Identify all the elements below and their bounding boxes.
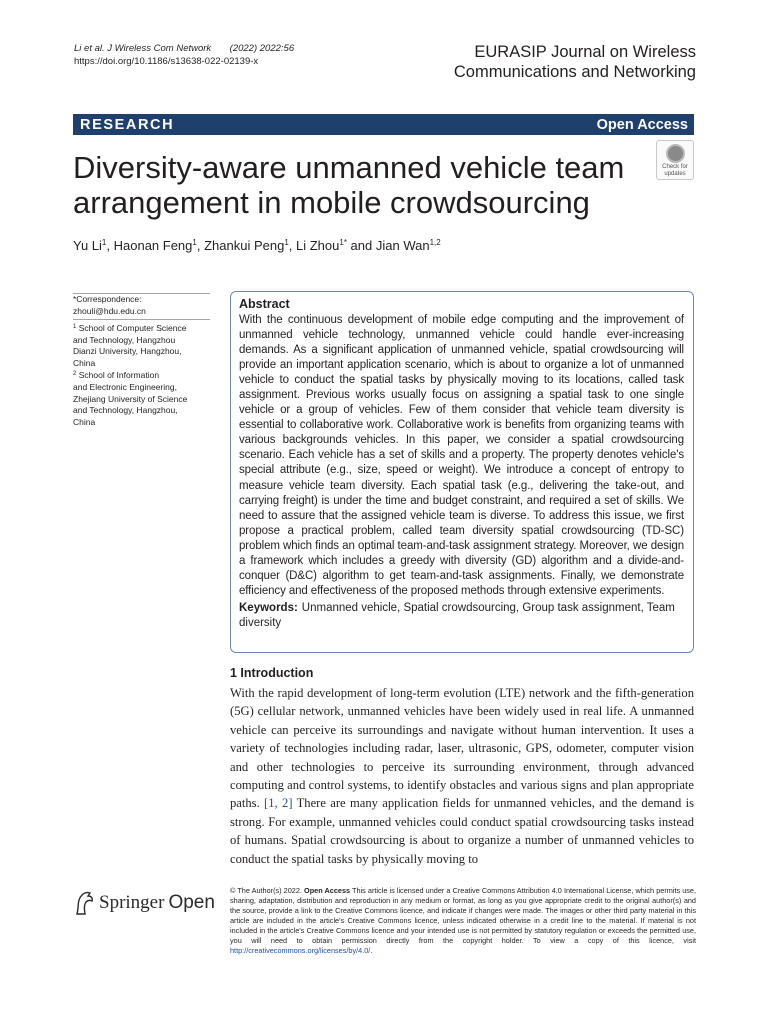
license-end: . — [370, 946, 373, 955]
affiliation-text: and Technology, Hangzhou — [73, 334, 176, 345]
logo-open-text: Open — [168, 892, 215, 913]
citation-journal: Li et al. J Wireless Com Network — [74, 43, 212, 54]
affiliation-line — [73, 382, 213, 394]
license-text: This article is licensed under a Creative Commons Attribution 4.0 International License, which permits use, sharing, adaptation, distribution and reproduction in any medium or format, as long as you give appropriate credit to the original author(s) and the source, provide a link to the Creative Commons licence, and indicate if changes were made. The images or other third party material in this article are included in the article's Creative Commons licence, unless indicated otherwise in a credit line to the material. If material is not included in the article's Creative Commons licence and your intended use is not permitted by statutory regulation or exceeds the permitted use, you will need to obtain permission directly from the copyright holder. To view a copy of this licence, visit — [230, 886, 697, 945]
ref-separator: , — [274, 796, 283, 811]
affiliation-text: Zhejiang University of Science — [73, 393, 188, 404]
keywords — [239, 601, 684, 631]
affiliation-text: Dianzi University, Hangzhou, — [73, 346, 182, 357]
author-separator: and — [346, 238, 376, 253]
affiliation-number: 1 — [73, 324, 77, 330]
abstract-text: With the continuous development of mobile edge computing and the improvement of unmanned vehicle technology, unmanned vehicle could handle ever-increasing demands. As a significant application of unmanned vehicle, spatial crowdsourcing will provide an important application scenario, which is about to organize a lot of unmanned vehicle to conduct the spatial tasks by physically moving to its locations, called task assignment. Previous works usually focus on assigning a spatial task to one single vehicle or a group of vehicles. Few of them consider that vehicle team diversity is essential to collaborative work. Collaborative work is benefits from organizing teams with various backgrounds vehicles. In this paper, we consider a spatial crowdsourcing scenario. Each vehicle has a set of skills and a property. The property denotes vehicle's special attribute (e.g., size, speed or weight). We introduce a concept of entropy to measure vehicle team diversity. Each spatial task (e.g., delivering the take-out, and carrying freight) is under the time and budget constraint, and required a set of skills. We need to assure that the assigned vehicle team is diverse. To address this issue, we first propose a practical problem, called team diversity spatial crowdsourcing (TD-SC) problem which finds an optimal team-and-task assignment strategy. Moreover, we design a framework which includes a greedy with diversity (GD) algorithm and a divide-and-conquer (D&C) algorithm to get team-and-task assignments. Finally, we demonstrate efficiency and effectiveness of the proposed methods through extensive experiments. — [239, 314, 684, 597]
springer-open-logo — [73, 888, 218, 918]
author-separator: , — [106, 238, 114, 253]
introduction-paragraph — [230, 684, 694, 868]
article-title: Diversity-aware unmanned vehicle team arrangement in mobile crowdsourcing — [73, 150, 625, 220]
affiliation-item — [73, 369, 213, 428]
affiliation-item — [73, 322, 213, 369]
author-affiliation-marker: 1,2 — [429, 238, 441, 247]
abstract-box — [230, 291, 694, 653]
affiliation-text: School of Information — [78, 370, 160, 381]
author-separator: , — [196, 238, 205, 253]
journal-name — [454, 42, 696, 82]
open-access-label: Open Access — [596, 116, 688, 133]
affiliation-text: and Technology, Hangzhou, — [73, 405, 178, 416]
license-url-link[interactable]: http://creativecommons.org/licenses/by/4.0/ — [230, 946, 371, 955]
affiliation-text: School of Computer Science — [78, 323, 187, 333]
license-prefix: © The Author(s) 2022. — [230, 886, 302, 895]
research-banner — [73, 114, 694, 135]
correspondence-label: *Correspondence: — [73, 294, 142, 304]
affiliation-line — [73, 358, 213, 370]
author-list — [73, 238, 441, 253]
article-type-label: RESEARCH — [80, 116, 175, 133]
intro-text-2: There are many application fields for unmanned vehicles, and the demand is strong. For example, unmanned vehicles could conduct spatial crowdsourcing tasks instead of humans. Spatial crowdsourcing is about to organize a number of unmanned vehicles to conduct the spatial tasks by physically moving to — [230, 796, 695, 866]
author-name[interactable]: Li Zhou — [296, 238, 340, 253]
springer-horse-icon — [73, 890, 95, 916]
author-separator: , — [288, 238, 296, 253]
author-affiliation-marker: 1 — [192, 238, 197, 247]
affiliation-line — [73, 417, 213, 429]
affiliations — [73, 322, 213, 428]
ref-close-bracket: ] — [288, 796, 293, 811]
keywords-label: Keywords: — [239, 601, 298, 614]
affiliation-text: China — [73, 357, 96, 368]
check-updates-label: Check for updates — [662, 164, 688, 177]
citation-year: (2022) 2022:56 — [229, 43, 295, 54]
affiliation-line — [73, 322, 213, 335]
check-for-updates-badge[interactable] — [656, 140, 694, 180]
reference-link-1[interactable]: 1 — [268, 796, 275, 811]
author-name[interactable]: Zhankui Peng — [204, 238, 285, 253]
affiliation-number: 2 — [73, 371, 77, 378]
correspondence-email[interactable]: zhouli@hdu.edu.cn — [73, 305, 146, 316]
affiliation-line — [73, 369, 213, 382]
correspondence — [73, 294, 213, 317]
license-notice — [230, 886, 696, 956]
section-heading-introduction: 1 Introduction — [230, 666, 314, 680]
updates-icon — [666, 144, 685, 163]
keywords-text: Unmanned vehicle, Spatial crowdsourcing, Group task assignment, Team diversity — [239, 601, 675, 629]
affiliation-text: and Electronic Engineering, — [73, 381, 177, 392]
journal-line-2: Communications and Networking — [453, 63, 696, 81]
affiliation-line — [73, 394, 213, 406]
reference-link-2[interactable]: 2 — [282, 796, 289, 811]
logo-springer-text: Springer — [99, 892, 165, 913]
doi-link[interactable]: https://doi.org/10.1186/s13638-022-02139-x — [74, 56, 259, 67]
author-name[interactable]: Jian Wan — [375, 238, 430, 253]
author-name[interactable]: Haonan Feng — [113, 238, 193, 253]
author-affiliation-marker: 1 — [284, 238, 289, 247]
affiliation-line — [73, 335, 213, 347]
ref-open-bracket: [ — [264, 796, 269, 811]
affiliations-rule — [73, 319, 210, 320]
affiliation-line — [73, 346, 213, 358]
journal-line-1: EURASIP Journal on Wireless — [474, 43, 696, 61]
affiliation-line — [73, 405, 213, 417]
author-affiliation-marker: 1 — [101, 238, 107, 247]
affiliation-text: China — [73, 416, 96, 427]
intro-text-1: With the rapid development of long-term evolution (LTE) network and the fifth-generation (5G) cellular network, unmanned vehicles have been widely used in real life. A unmanned vehicle can perceive its surroundings and navigate without human intervention. It uses a variety of technologies including radar, laser, ultrasonic, GPS, odometer, computer vision and other technologies to perceive its surrounding environment, through advanced computing and control systems, to identify obstacles and various signs and plan appropriate paths. — [230, 686, 694, 811]
license-open-access: Open Access — [304, 886, 351, 895]
abstract-heading: Abstract — [239, 297, 290, 311]
author-affiliation-marker: 1* — [339, 238, 347, 247]
author-name[interactable]: Yu Li — [73, 238, 102, 253]
citation-block — [74, 42, 294, 68]
